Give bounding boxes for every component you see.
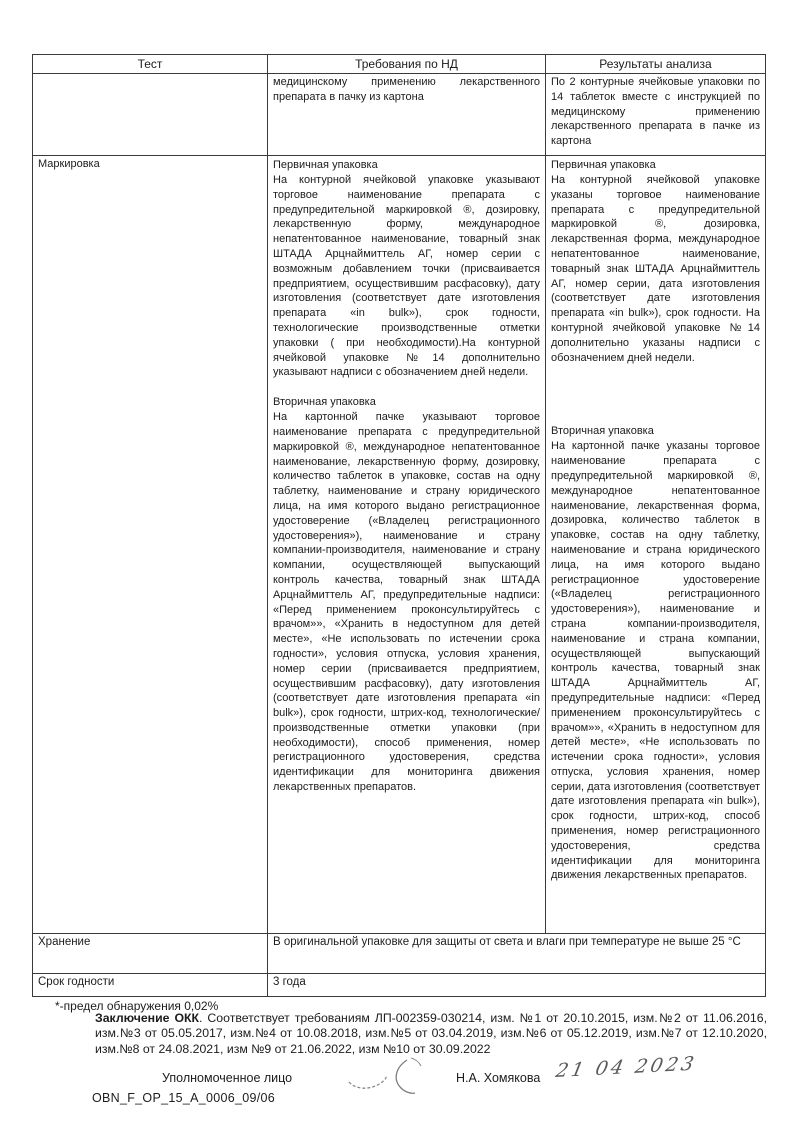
nd-primary-packaging-text: На контурной ячейковой упаковке указывают торговое наименование препарата с предупредительной маркировкой ®, дозировку, лекарственную форму, международное непатентованное наименование, товарный знак ШТАДА Арцнаймиттель АГ, номер серии с возможным добавлением точки (присваивается предприятием, осуществившим расфасовку), дату изготовления (соответствует дате изготовления препарата «in bulk»), срок годности, технологические производственные отметки упаковки ( при необходимости).На контурной ячейковой упаковке №14 дополнительно указывают надписи с обозначением дней недели.	[273, 174, 540, 379]
cell-storage-value: В оригинальной упаковке для защиты от света и влаги при температуре не выше 25 °С	[268, 934, 766, 974]
table-header-row	[33, 55, 766, 74]
row-continuation	[33, 74, 766, 156]
signature-stroke-icon	[345, 1056, 455, 1098]
result-continuation-text: По 2 контурные ячейковые упаковки по 14 таблеток вместе с инструкцией по медицинскому применению лекарственного препарата в пачке из картона	[551, 76, 760, 148]
result-secondary-packaging-text: На картонной пачке указаны торговое наименование препарата с предупредительной маркировкой ®, международное непатентованное наименование, лекарственная форма, дозировка, количество таблеток в упаковке, состав на одну таблетку, наименование и страна юридического лица, на имя которого выдано регистрационное удостоверение («Владелец регистрационного удостоверения»), наименование и страна компании-производителя, наименование и страна компании, осуществляющей выпускающий контроль качества, товарный знак ШТАДА Арцнаймиттель АГ, предупредительные надписи: «Перед применением проконсультируйтесь с врачом»», «Хранить в недоступном для детей месте», «Не использовать по истечении срока годности», условия отпуска, условия хранения, номер серии, дата изготовления (соответствует дате изготовления препарата «in bulk»), срок годности, штрих-код, способ применения, номер регистрационного удостоверения, средства идентификации для мониторинга движения лекарственных препаратов.	[551, 440, 760, 882]
okk-conclusion-label: Заключение ОКК	[95, 1011, 200, 1025]
cell-test-shelf-life: Срок годности	[33, 974, 268, 997]
spacer	[273, 380, 540, 394]
header-test: Тест	[33, 55, 268, 74]
nd-secondary-packaging-text: На картонной пачке указывают торговое наименование препарата с предупредительной маркировкой ®, международное непатентованное наименование, лекарственную форму, дозировку, количество таблеток в упаковке, состав на одну таблетку, наименование и страну юридического лица, на имя которого выдано регистрационное удостоверение («Владелец регистрационного удостоверения»), наименование и страну компании-производителя, наименование и страну компании, осуществляющей выпускающий контроль качества, товарный знак ШТАДА Арцнаймиттель АГ, предупредительные надписи: «Перед применением проконсультируйтесь с врачом»», «Хранить в недоступном для детей месте», «Не использовать по истечении срока годности», условия отпуска, условия хранения, номер серии (присваивается предприятием, осуществившим расфасовку), дату изготовления (соответствует дате изготовления препарата «in bulk»), срок годности, штрих-код, технологические/производственные отметки упаковки (при необходимости), способ применения, номер регистрационного удостоверения, средства идентификации для мониторинга движения лекарственных препаратов.	[273, 411, 540, 794]
authorized-person-label: Уполномоченное лицо	[162, 1071, 293, 1085]
okk-conclusion-text: . Соответствует требованиям ЛП-002359-030214, изм. №1 от 20.10.2015, изм.№2 от 11.06.2016, изм.№3 от 05.05.2017, изм.№4 от 10.08.2018, изм.№5 от 03.04.2019, изм.№6 от 05.12.2019, изм.№7 от 12.10.2020, изм.№8 от 24.08.2021, изм №9 от 21.06.2022, изм №10 от 30.09.2022	[95, 1011, 767, 1056]
header-results: Результаты анализа	[546, 55, 766, 74]
cell-result-continuation	[546, 74, 766, 156]
row-shelf-life	[33, 974, 766, 997]
handwritten-date: 21 04 2023	[553, 1052, 699, 1082]
cell-test-marking: Маркировка	[33, 156, 268, 934]
spacer	[551, 365, 760, 423]
result-primary-packaging-text: На контурной ячейковой упаковке указаны торговое наименование препарата с предупредительной маркировкой ®, дозировка, лекарственная форма, международное непатентованное наименование, товарный знак ШТАДА Арцнаймиттель АГ, номер серии, дата изготовления (соответствует дате изготовления препарата «in bulk»), срок годности. На контурной ячейковой упаковке №14 дополнительно указаны надписи с обозначением дней недели.	[551, 174, 760, 364]
cell-shelf-life-value: 3 года	[268, 974, 766, 997]
analysis-table	[32, 54, 766, 997]
result-secondary-packaging-title: Вторичная упаковка	[551, 425, 654, 438]
signer-name: Н.А. Хомякова	[456, 1071, 541, 1085]
header-requirements: Требования по НД	[268, 55, 546, 74]
okk-conclusion	[95, 1011, 767, 1057]
detection-limit-footnote: *-предел обнаружения 0,02%	[55, 999, 219, 1013]
cell-nd-continuation	[268, 74, 546, 156]
row-storage	[33, 934, 766, 974]
nd-primary-packaging-title: Первичная упаковка	[273, 159, 378, 171]
footer-code: OBN_F_OP_15_A_0006_09/06	[92, 1091, 276, 1105]
cell-result-marking	[546, 156, 766, 934]
nd-secondary-packaging-title: Вторичная упаковка	[273, 396, 376, 409]
cell-test-storage: Хранение	[33, 934, 268, 974]
nd-continuation-text: медицинскому применению лекарственного препарата в пачку из картона	[273, 76, 540, 103]
cell-nd-marking	[268, 156, 546, 934]
result-primary-packaging-title: Первичная упаковка	[551, 159, 656, 171]
cell-test-empty	[33, 74, 268, 156]
row-marking	[33, 156, 766, 934]
